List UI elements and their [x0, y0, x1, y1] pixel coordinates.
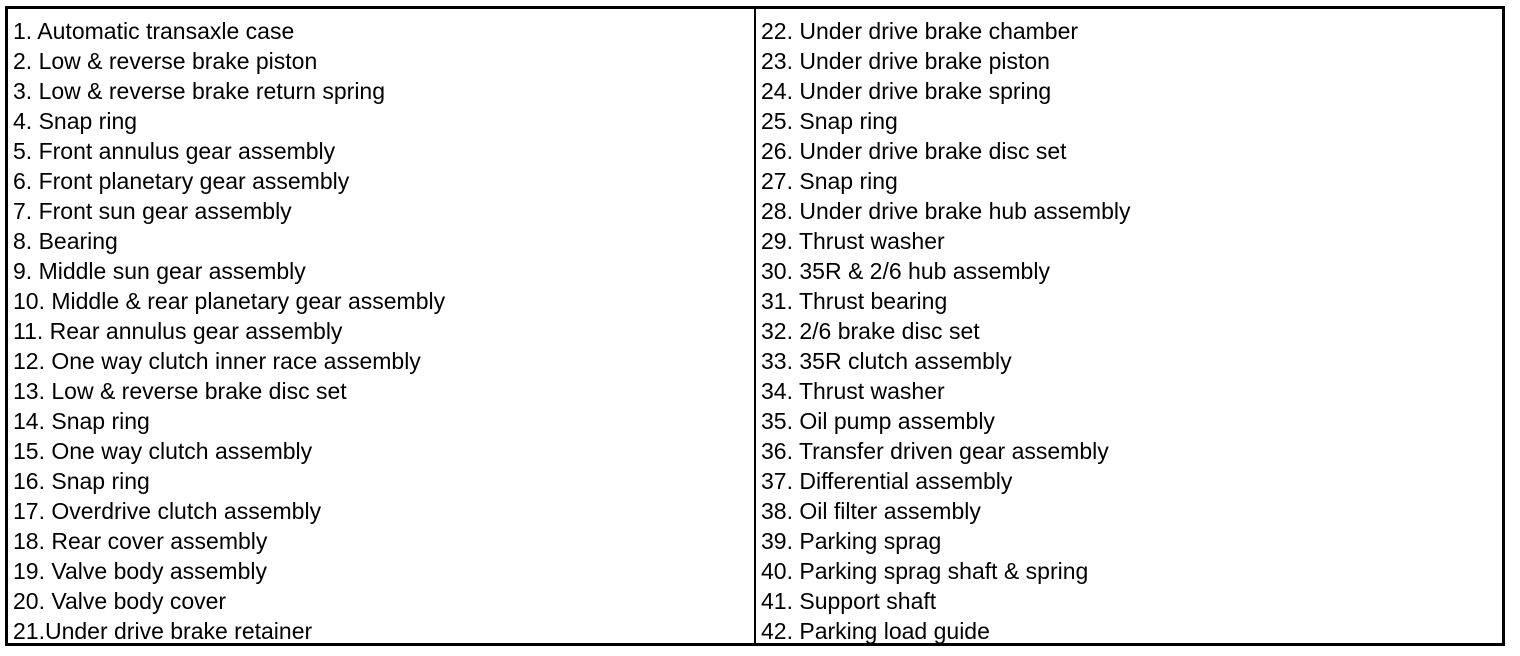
legend-item-31: 31. Thrust bearing	[761, 288, 948, 314]
legend-item-19: 19. Valve body assembly	[13, 558, 267, 584]
legend-item-12: 12. One way clutch inner race assembly	[13, 348, 421, 374]
legend-item-4: 4. Snap ring	[13, 108, 138, 134]
legend-item-24: 24. Under drive brake spring	[761, 78, 1052, 104]
legend-item-6: 6. Front planetary gear assembly	[13, 168, 350, 194]
legend-item-9: 9. Middle sun gear assembly	[13, 258, 306, 284]
legend-item-20: 20. Valve body cover	[13, 588, 227, 614]
legend-item-29: 29. Thrust washer	[761, 228, 945, 254]
legend-item-1: 1. Automatic transaxle case	[13, 18, 295, 44]
legend-left-column	[8, 9, 754, 643]
legend-item-10: 10. Middle & rear planetary gear assembly	[13, 288, 446, 314]
legend-item-37: 37. Differential assembly	[761, 468, 1013, 494]
legend-item-36: 36. Transfer driven gear assembly	[761, 438, 1109, 464]
legend-item-35: 35. Oil pump assembly	[761, 408, 995, 434]
legend-item-32: 32. 2/6 brake disc set	[761, 318, 980, 344]
legend-item-2: 2. Low & reverse brake piston	[13, 48, 318, 74]
legend-item-21: 21.Under drive brake retainer	[13, 618, 313, 644]
legend-item-25: 25. Snap ring	[761, 108, 898, 134]
legend-item-42: 42. Parking load guide	[761, 618, 990, 644]
legend-item-28: 28. Under drive brake hub assembly	[761, 198, 1131, 224]
legend-item-16: 16. Snap ring	[13, 468, 150, 494]
legend-item-41: 41. Support shaft	[761, 588, 937, 614]
legend-item-5: 5. Front annulus gear assembly	[13, 138, 336, 164]
legend-item-22: 22. Under drive brake chamber	[761, 18, 1079, 44]
parts-legend-table	[5, 6, 1505, 646]
legend-right-column	[754, 9, 1502, 643]
legend-item-14: 14. Snap ring	[13, 408, 150, 434]
legend-item-40: 40. Parking sprag shaft & spring	[761, 558, 1089, 584]
legend-item-34: 34. Thrust washer	[761, 378, 945, 404]
legend-item-23: 23. Under drive brake piston	[761, 48, 1050, 74]
legend-item-33: 33. 35R clutch assembly	[761, 348, 1012, 374]
legend-item-11: 11. Rear annulus gear assembly	[13, 318, 343, 344]
legend-item-26: 26. Under drive brake disc set	[761, 138, 1067, 164]
legend-item-38: 38. Oil filter assembly	[761, 498, 981, 524]
legend-item-15: 15. One way clutch assembly	[13, 438, 313, 464]
legend-item-18: 18. Rear cover assembly	[13, 528, 268, 554]
legend-item-30: 30. 35R & 2/6 hub assembly	[761, 258, 1050, 284]
legend-item-8: 8. Bearing	[13, 228, 118, 254]
legend-item-3: 3. Low & reverse brake return spring	[13, 78, 386, 104]
legend-item-27: 27. Snap ring	[761, 168, 898, 194]
legend-item-13: 13. Low & reverse brake disc set	[13, 378, 347, 404]
legend-item-39: 39. Parking sprag	[761, 528, 942, 554]
legend-item-7: 7. Front sun gear assembly	[13, 198, 292, 224]
legend-item-17: 17. Overdrive clutch assembly	[13, 498, 322, 524]
